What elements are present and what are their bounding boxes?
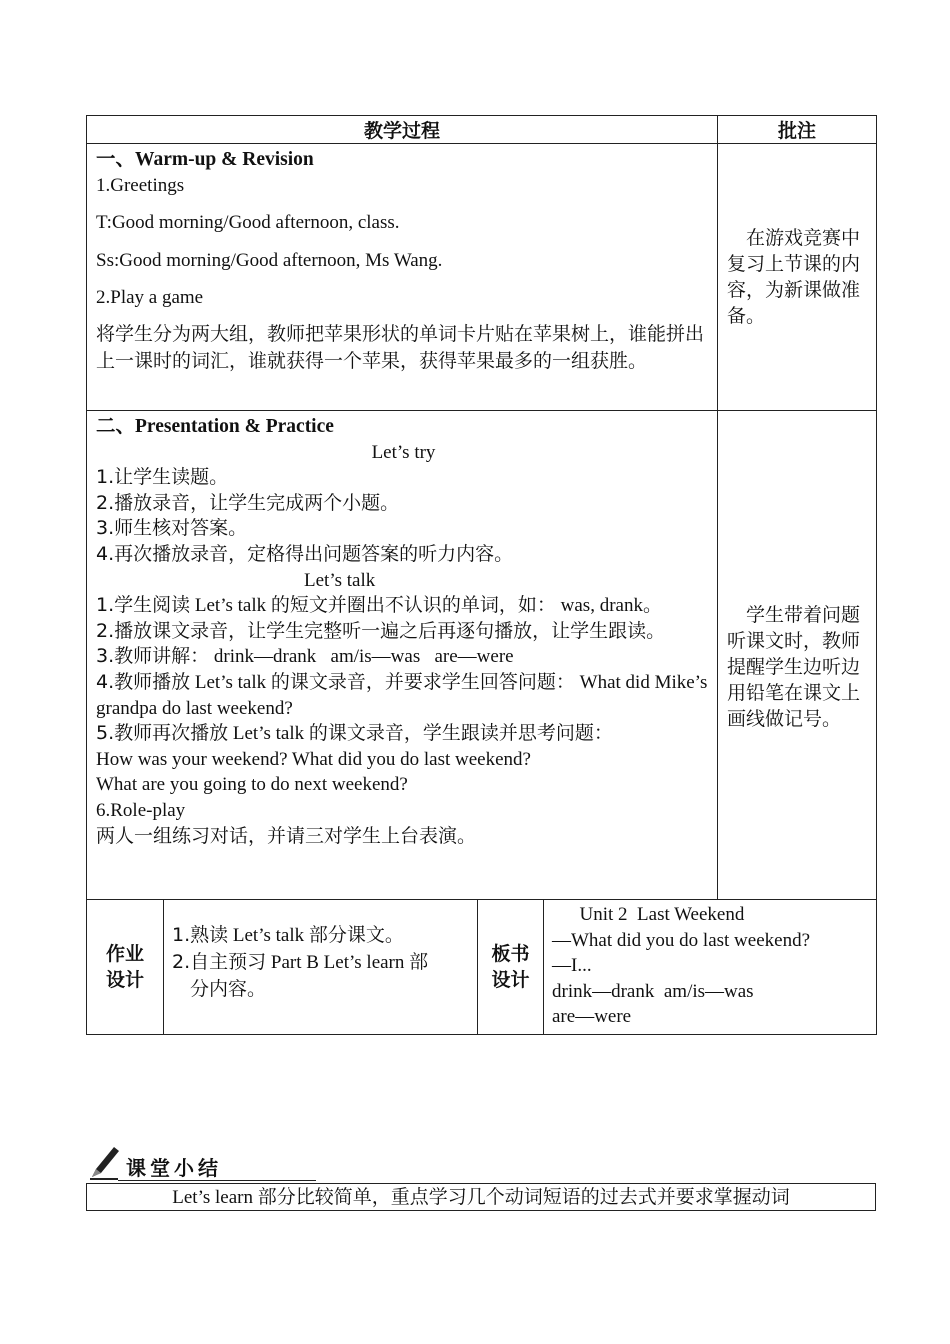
try-step-1: 1.让学生读题。	[96, 466, 229, 489]
talk-step-4: 4.教师播放 Let’s talk 的课文录音，并要求学生回答问题： What did Mike’s grandpa do last weekend?	[96, 670, 708, 719]
board-title: Unit 2 Last Weekend	[570, 904, 745, 925]
greetings-item: 1.Greetings	[96, 174, 185, 196]
lesson-plan-table	[86, 115, 877, 1035]
game-item: 2.Play a game	[96, 287, 204, 308]
summary-heading	[88, 1133, 222, 1181]
board-line-2: —What did you do last weekend?	[552, 929, 811, 951]
board-line-3: —I...	[552, 955, 592, 976]
summary-title: 课堂小结	[126, 1156, 222, 1180]
teacher-line: T:Good morning/Good afternoon, class.	[96, 212, 400, 233]
homework-item-2-cont: 分内容。	[190, 978, 267, 1000]
homework-label: 作业 设计	[105, 943, 144, 991]
talk-step-6: 6.Role-play	[96, 799, 186, 821]
section-presentation-row	[87, 411, 877, 900]
lets-talk-heading: Let’s talk	[304, 569, 376, 591]
try-step-2: 2.播放录音，让学生完成两个小题。	[96, 491, 400, 514]
board-label: 板书 设计	[491, 943, 530, 991]
homework-board-row	[87, 900, 877, 1035]
talk-question-2: What are you going to do next weekend?	[96, 774, 408, 796]
section2-note: 学生带着问题听课文时，教师提醒学生边听边用铅笔在课文上画线做记号。	[727, 604, 861, 730]
table-header-row	[87, 116, 877, 144]
board-line-5: are—were	[552, 1006, 632, 1027]
talk-step-1: 1.学生阅读 Let’s talk 的短文并圈出不认识的单词，如： was, drank。	[96, 594, 662, 617]
summary-text: Let’s learn 部分比较简单，重点学习几个动词短语的过去式并要求掌握动词	[86, 1183, 876, 1211]
students-line: Ss:Good morning/Good afternoon, Ms Wang.	[96, 249, 443, 271]
homework-item-1: 1.熟读 Let’s talk 部分课文。	[172, 924, 404, 946]
try-step-4: 4.再次播放录音，定格得出问题答案的听力内容。	[96, 542, 514, 565]
talk-step-3: 3.教师讲解： drink—drank am/is—was are—were	[96, 645, 514, 668]
game-description: 将学生分为两大组，教师把苹果形状的单词卡片贴在苹果树上，谁能拼出上一课时的词汇，谁就获得一个苹果，获得苹果最多的一组获胜。	[96, 322, 705, 372]
section1-note: 在游戏竞赛中复习上节课的内容，为新课做准备。	[727, 227, 861, 327]
header-process: 教学过程	[87, 116, 718, 144]
talk-question-1: How was your weekend? What did you do last weekend?	[96, 748, 531, 770]
role-play-description: 两人一组练习对话，并请三对学生上台表演。	[96, 824, 477, 847]
lets-try-heading: Let’s try	[371, 441, 436, 463]
header-notes: 批注	[718, 116, 877, 144]
talk-step-5: 5.教师再次播放 Let’s talk 的课文录音，学生跟读并思考问题：	[96, 722, 613, 745]
try-step-3: 3.师生核对答案。	[96, 517, 248, 540]
section-warmup-row	[87, 144, 877, 411]
section1-title: 一、Warm-up & Revision	[96, 147, 314, 170]
board-line-4: drink—drank am/is—was	[552, 980, 754, 1002]
talk-step-2: 2.播放课文录音，让学生完整听一遍之后再逐句播放，让学生跟读。	[96, 619, 666, 642]
summary-underline	[118, 1180, 316, 1181]
pencil-icon	[88, 1141, 122, 1181]
section2-title: 二、Presentation & Practice	[96, 414, 334, 437]
homework-item-2: 2.自主预习 Part B Let’s learn 部	[172, 951, 429, 973]
